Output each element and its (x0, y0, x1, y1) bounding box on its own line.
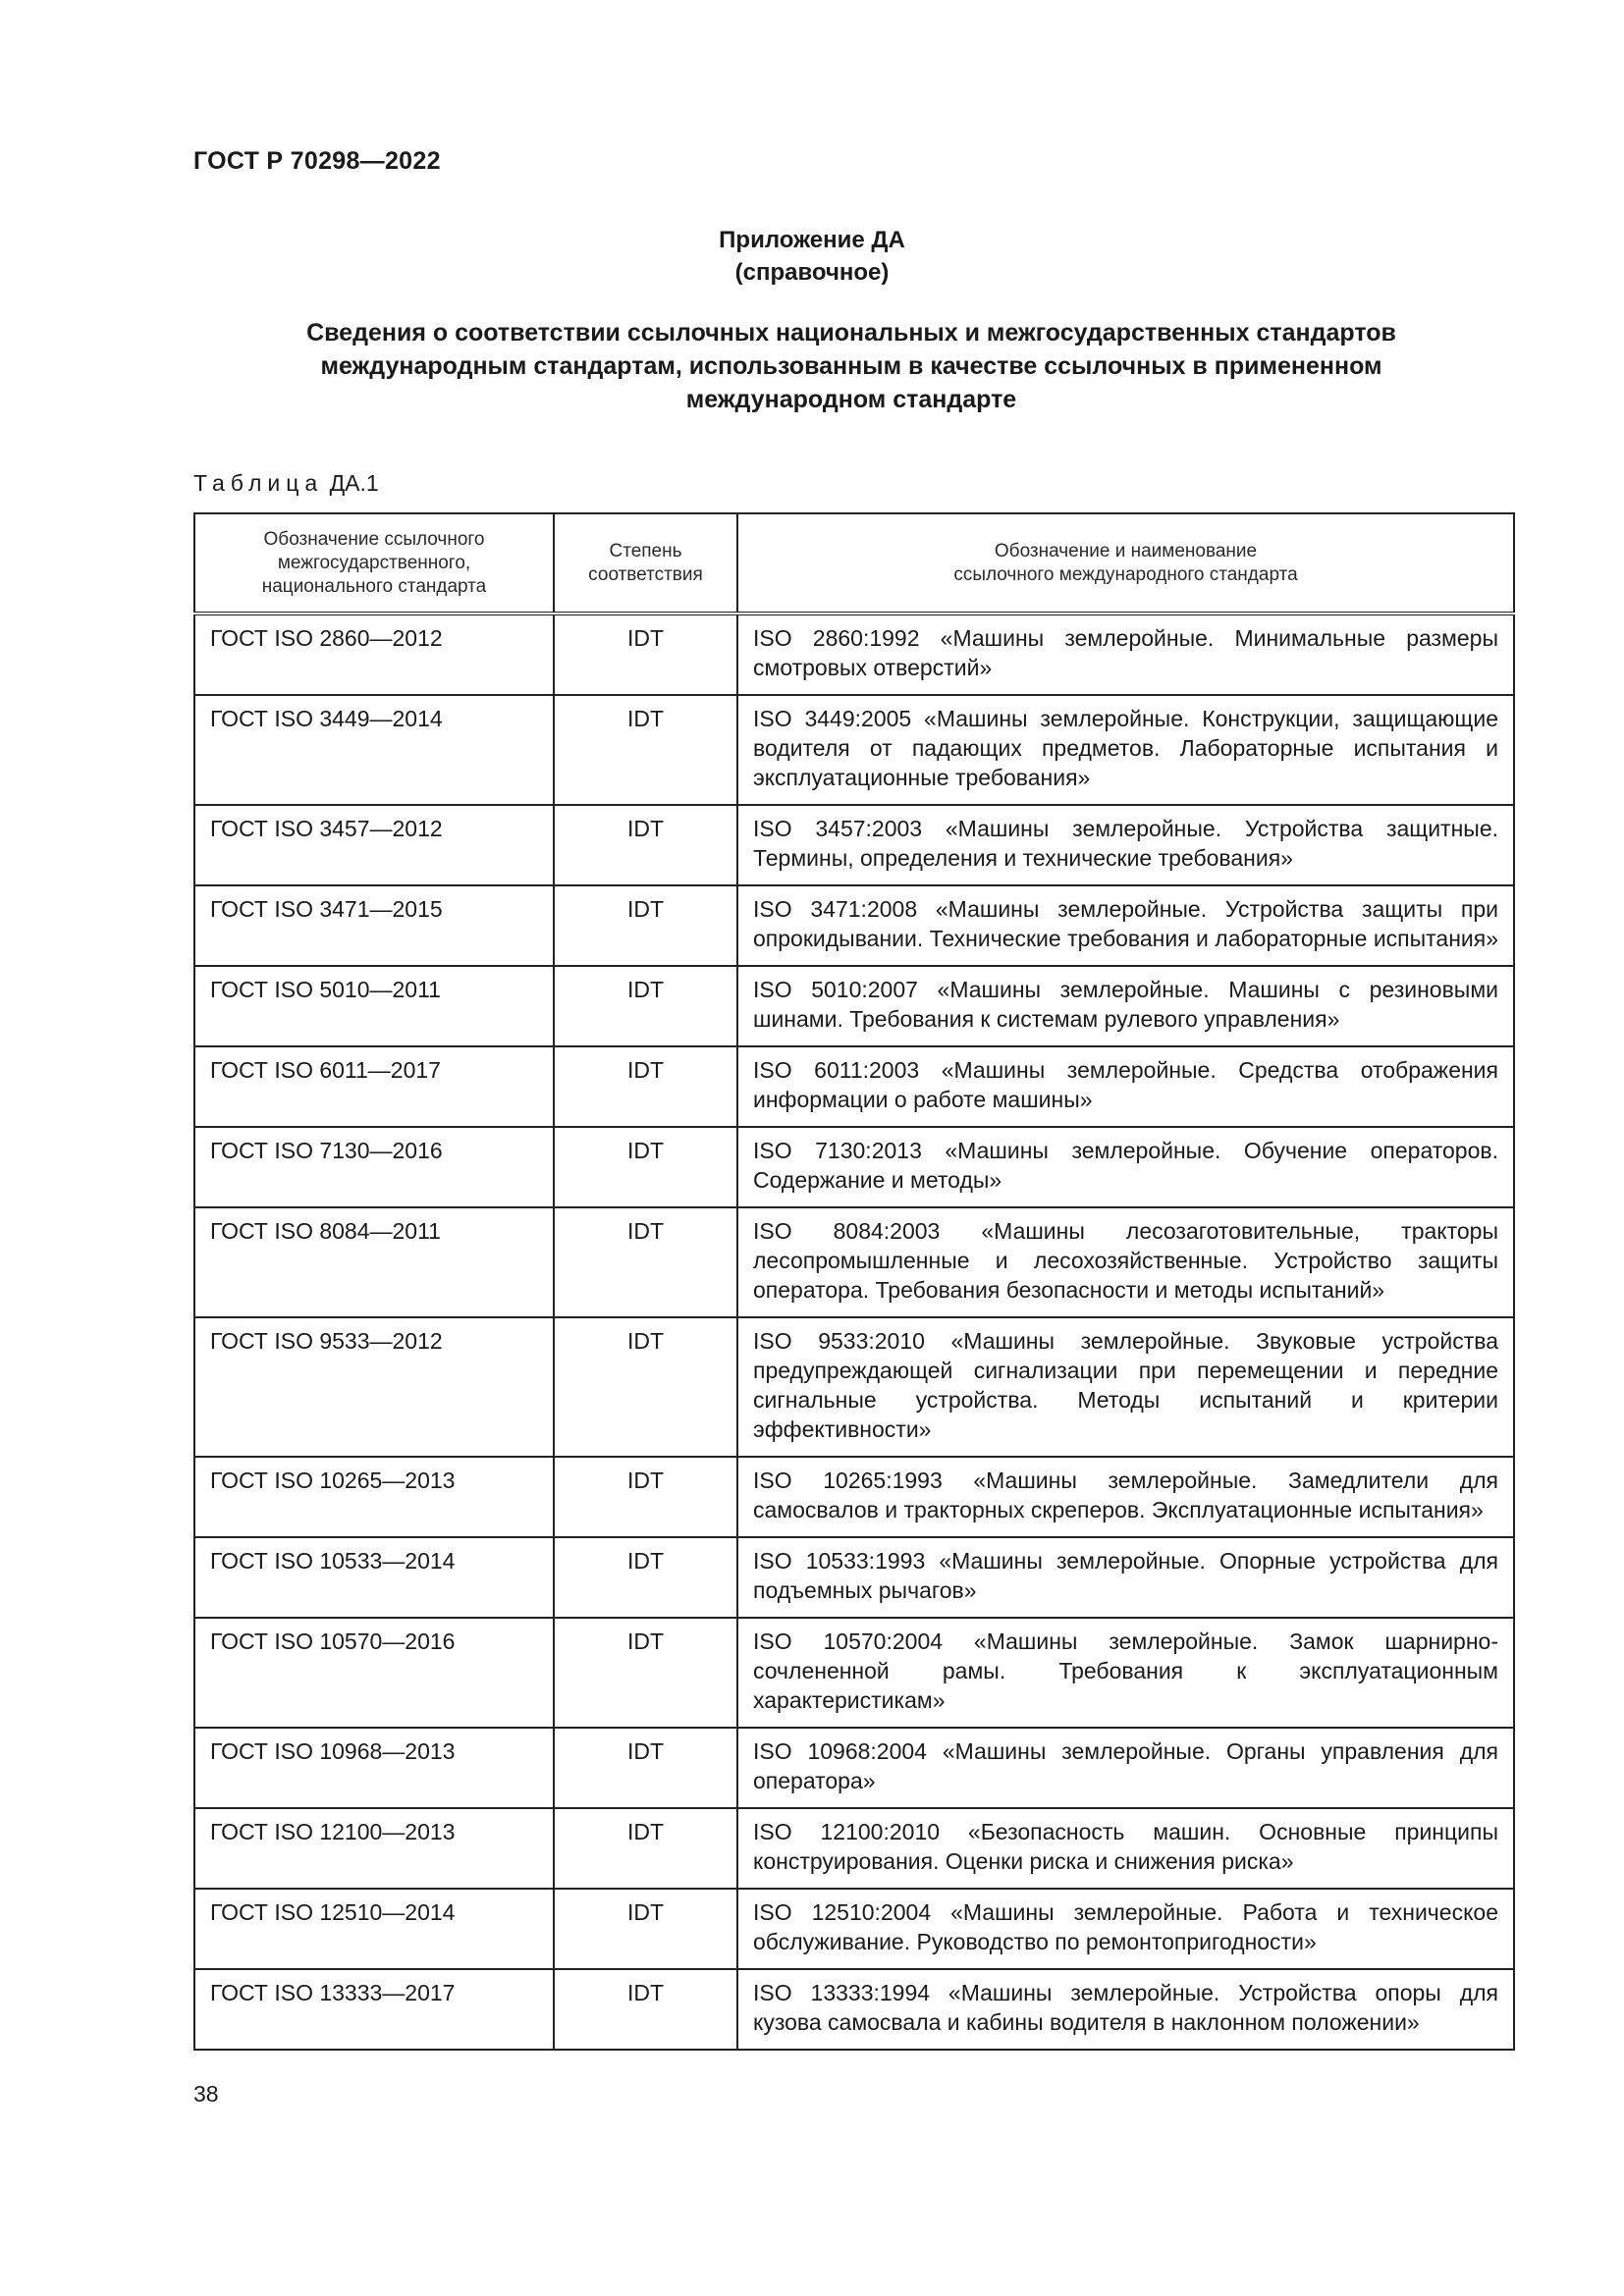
cell-degree: IDT (554, 695, 737, 805)
cell-international-standard: ISO 5010:2007 «Машины землеройные. Машины с резиновыми шинами. Требования к системам рулевого управления» (737, 966, 1514, 1046)
table-body (194, 614, 1514, 2050)
cell-degree: IDT (554, 1808, 737, 1889)
header-line: национального стандарта (261, 575, 487, 597)
table-row (194, 885, 1514, 966)
header-international-standard (737, 513, 1514, 614)
cell-international-standard: ISO 2860:1992 «Машины землеройные. Минимальные размеры смотровых отверстий» (737, 614, 1514, 695)
table-caption (193, 470, 379, 497)
section-title-line: Сведения о соответствии ссылочных национальных и межгосударственных стандартов (306, 319, 1396, 347)
table-row (194, 1317, 1514, 1457)
section-title (193, 316, 1509, 416)
table-row (194, 614, 1514, 695)
header-national-standard (194, 513, 554, 614)
cell-national-standard: ГОСТ ISO 2860—2012 (194, 614, 554, 695)
section-title-line: международном стандарте (685, 386, 1017, 413)
cell-degree: IDT (554, 1728, 737, 1808)
cell-degree: IDT (554, 1207, 737, 1317)
table-row (194, 1969, 1514, 2050)
table-caption-word: Таблица (193, 470, 324, 496)
cell-national-standard: ГОСТ ISO 7130—2016 (194, 1127, 554, 1207)
table-row (194, 1207, 1514, 1317)
cell-international-standard: ISO 7130:2013 «Машины землеройные. Обучение операторов. Содержание и методы» (737, 1127, 1514, 1207)
table-row (194, 1457, 1514, 1537)
cell-national-standard: ГОСТ ISO 3471—2015 (194, 885, 554, 966)
cell-national-standard: ГОСТ ISO 10968—2013 (194, 1728, 554, 1808)
table-row (194, 1618, 1514, 1728)
table-caption-number: ДА.1 (329, 470, 379, 496)
cell-degree: IDT (554, 1618, 737, 1728)
cell-national-standard: ГОСТ ISO 12100—2013 (194, 1808, 554, 1889)
section-title-line: международным стандартам, использованным в качестве ссылочных в примененном (320, 352, 1382, 380)
cell-degree: IDT (554, 614, 737, 695)
cell-national-standard: ГОСТ ISO 6011—2017 (194, 1046, 554, 1127)
cell-degree: IDT (554, 1127, 737, 1207)
cell-international-standard: ISO 10533:1993 «Машины землеройные. Опорные устройства для подъемных рычагов» (737, 1537, 1514, 1618)
cell-international-standard: ISO 8084:2003 «Машины лесозаготовительные, тракторы лесопромышленные и лесохозяйственные. Устройство защиты оператора. Требования безопасности и методы испытаний» (737, 1207, 1514, 1317)
cell-national-standard: ГОСТ ISO 5010—2011 (194, 966, 554, 1046)
table-row (194, 805, 1514, 885)
cell-national-standard: ГОСТ ISO 9533—2012 (194, 1317, 554, 1457)
cell-international-standard: ISO 13333:1994 «Машины землеройные. Устройства опоры для кузова самосвала и кабины водителя в наклонном положении» (737, 1969, 1514, 2050)
cell-national-standard: ГОСТ ISO 10265—2013 (194, 1457, 554, 1537)
table-row (194, 1728, 1514, 1808)
cell-degree: IDT (554, 1969, 737, 2050)
table-row (194, 1808, 1514, 1889)
cell-international-standard: ISO 6011:2003 «Машины землеройные. Средства отображения информации о работе машины» (737, 1046, 1514, 1127)
cell-degree: IDT (554, 885, 737, 966)
header-line: межгосударственного, (277, 552, 471, 573)
cell-national-standard: ГОСТ ISO 10533—2014 (194, 1537, 554, 1618)
header-line: Степень (609, 540, 682, 561)
cell-national-standard: ГОСТ ISO 8084—2011 (194, 1207, 554, 1317)
cell-international-standard: ISO 10265:1993 «Машины землеройные. Замедлители для самосвалов и тракторных скреперов. Эксплуатационные испытания» (737, 1457, 1514, 1537)
cell-national-standard: ГОСТ ISO 12510—2014 (194, 1889, 554, 1969)
cell-international-standard: ISO 12100:2010 «Безопасность машин. Основные принципы конструирования. Оценки риска и снижения риска» (737, 1808, 1514, 1889)
header-line: соответствия (588, 563, 703, 585)
cell-degree: IDT (554, 1537, 737, 1618)
header-degree (554, 513, 737, 614)
table-row (194, 966, 1514, 1046)
header-line: Обозначение ссылочного (263, 528, 485, 550)
cell-degree: IDT (554, 805, 737, 885)
cell-national-standard: ГОСТ ISO 3449—2014 (194, 695, 554, 805)
cell-degree: IDT (554, 1046, 737, 1127)
table-header-row (194, 513, 1514, 614)
cell-international-standard: ISO 9533:2010 «Машины землеройные. Звуковые устройства предупреждающей сигнализации при перемещении и передние сигнальные устройства. Методы испытаний и критерии эффективности» (737, 1317, 1514, 1457)
appendix-subtitle: (справочное) (734, 259, 890, 286)
cell-international-standard: ISO 10570:2004 «Машины землеройные. Замок шарнирно-сочлененной рамы. Требования к эксплуатационным характеристикам» (737, 1618, 1514, 1728)
cell-degree: IDT (554, 966, 737, 1046)
table-row (194, 1046, 1514, 1127)
cell-national-standard: ГОСТ ISO 13333—2017 (194, 1969, 554, 2050)
page-number: 38 (193, 2081, 219, 2107)
cell-international-standard: ISO 3457:2003 «Машины землеройные. Устройства защитные. Термины, определения и технические требования» (737, 805, 1514, 885)
correspondence-table (193, 512, 1515, 2051)
table-row (194, 1889, 1514, 1969)
cell-degree: IDT (554, 1889, 737, 1969)
document-code: ГОСТ Р 70298—2022 (193, 147, 441, 175)
table-row (194, 1127, 1514, 1207)
cell-international-standard: ISO 10968:2004 «Машины землеройные. Органы управления для оператора» (737, 1728, 1514, 1808)
cell-international-standard: ISO 12510:2004 «Машины землеройные. Работа и техническое обслуживание. Руководство по ремонтопригодности» (737, 1889, 1514, 1969)
cell-national-standard: ГОСТ ISO 3457—2012 (194, 805, 554, 885)
table-row (194, 695, 1514, 805)
cell-international-standard: ISO 3471:2008 «Машины землеройные. Устройства защиты при опрокидывании. Технические требования и лабораторные испытания» (737, 885, 1514, 966)
appendix-heading (0, 224, 1624, 289)
cell-degree: IDT (554, 1317, 737, 1457)
table-row (194, 1537, 1514, 1618)
cell-degree: IDT (554, 1457, 737, 1537)
cell-international-standard: ISO 3449:2005 «Машины землеройные. Конструкции, защищающие водителя от падающих предметов. Лабораторные испытания и эксплуатационные требования» (737, 695, 1514, 805)
header-line: ссылочного международного стандарта (953, 563, 1298, 585)
header-line: Обозначение и наименование (994, 540, 1258, 561)
cell-national-standard: ГОСТ ISO 10570—2016 (194, 1618, 554, 1728)
appendix-title: Приложение ДА (719, 227, 905, 253)
